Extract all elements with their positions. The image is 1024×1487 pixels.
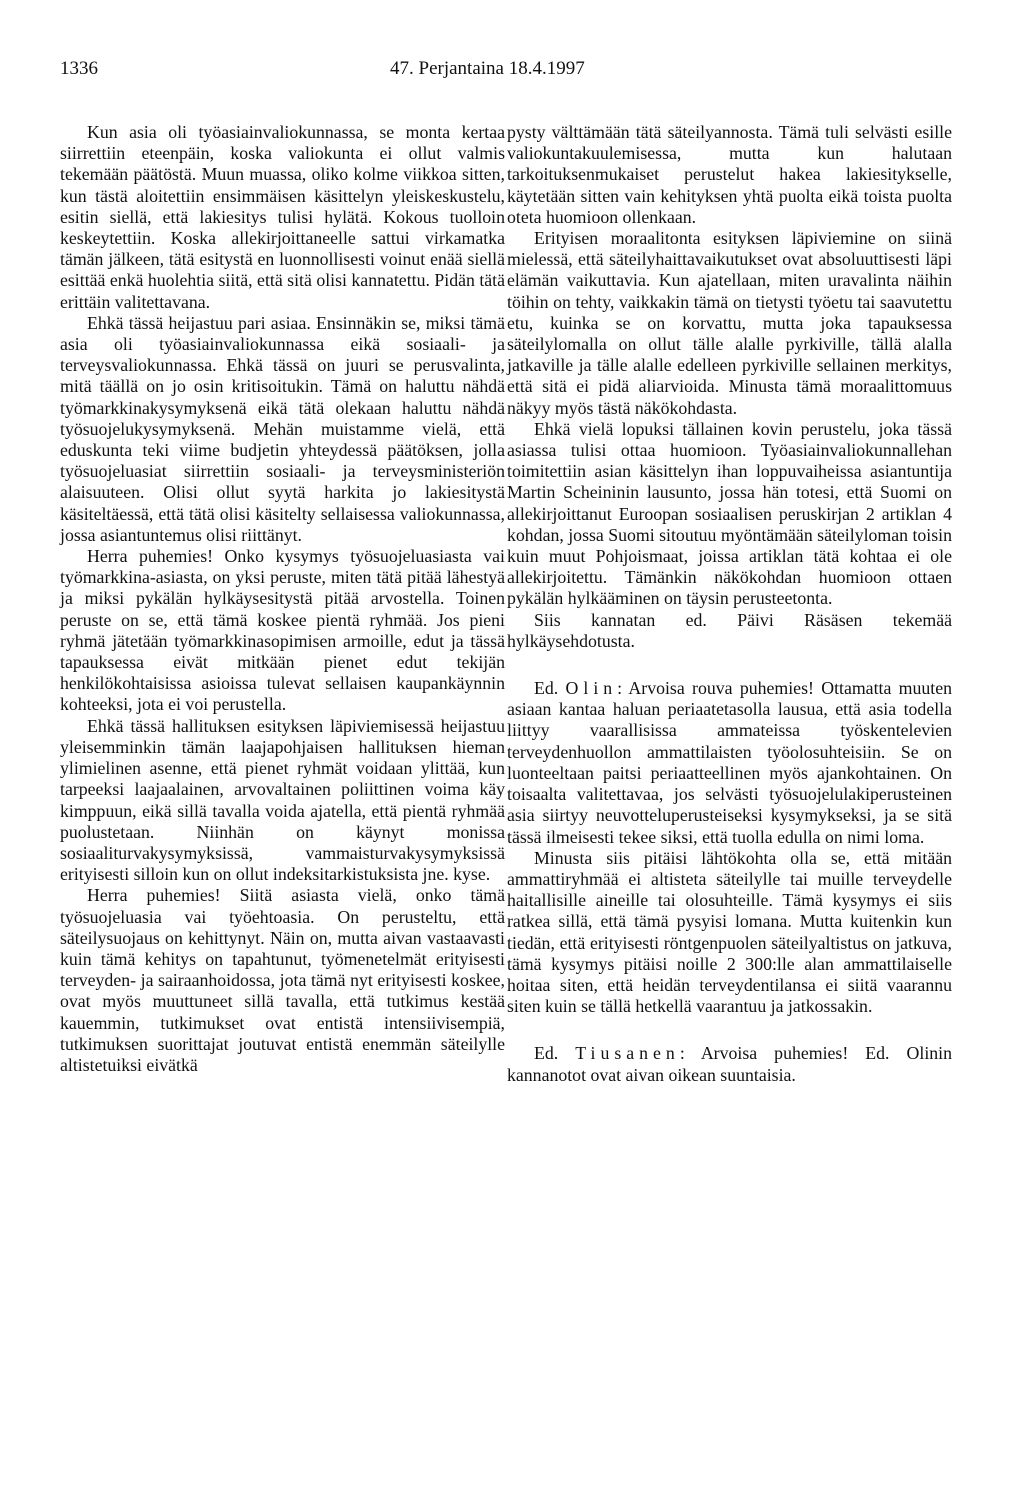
- speaker-name: Olin: [565, 678, 618, 699]
- paragraph-continuation: pysty välttämään tätä säteilyannosta. Tämä tuli selvästi esille valiokuntakuulemisessa, mutta kun halutaan tarkoituksenmukaiset perustelut hakea lakiesitykselle, käytetään sitten vain kehityksen yhtä puolta eikä toista puolta oteta huomioon ollenkaan.: [507, 122, 952, 227]
- speaker-name: Tiusanen: [575, 1043, 680, 1064]
- paragraph: Herra puhemies! Siitä asiasta vielä, onko tämä työsuojeluasia vai työehtoasia. On perusteltu, että säteilysuojaus on kehittynyt. Näin on, mutta aivan vastaavasti kuin tämä kehitys on tapahtunut, työmenetelmät erityisesti terveyden- ja sairaanhoidossa, jota tämä nyt erityisesti koskee, ovat myös muuttuneet sillä tavalla, että tutkimus kestää kauemmin, tutkimukset ovat entistä intensiivisempiä, tutkimuksen suorittajat joutuvat entistä enemmän säteilylle altistetuiksi eivätkä: [60, 885, 505, 1075]
- paragraph: Ehkä tässä hallituksen esityksen läpiviemisessä heijastuu yleisemminkin tämän laajapohjaisen hallituksen hieman ylimielinen asenne, että pienet ryhmät voidaan ylittää, kun tarpeeksi laajaalainen, arvovaltainen poliittinen voima käy kimppuun, eikä sillä tavalla voida ajatella, että pientä ryhmää puolustetaan. Niinhän on käynyt monissa sosiaaliturvakysymyksissä, vammaisturvakysymyksissä erityisesti silloin kun on ollut indeksitarkistuksista jne. kyse.: [60, 715, 505, 885]
- paragraph: Ehkä tässä heijastuu pari asiaa. Ensinnäkin se, miksi tämä asia oli työasiainvaliokunnassa eikä sosiaali- ja terveysvaliokunnassa. Ehkä tässä on juuri se perusvalinta, mitä täällä on jo osin kritisoitukin. Tämä on haluttu nähdä työmarkkinakysymyksenä eikä tätä olekaan haluttu nähdä työsuojelukysymyksenä. Mehän muistamme vielä, että eduskunta teki viime budjetin yhteydessä päätöksen, jolla työsuojeluasiat siirrettiin sosiaali- ja terveysministeriön alaisuuteen. Olisi ollut syytä harkita jo lakiesitystä käsiteltäessä, että tätä olisi käsitelty sellaisessa valiokunnassa, jossa asiantuntemus olisi riittänyt.: [60, 312, 505, 545]
- paragraph: Siis kannatan ed. Päivi Räsäsen tekemää hylkäysehdotusta.: [507, 609, 952, 651]
- speech-tiusanen: [507, 1043, 952, 1085]
- paragraph: Kun asia oli työasiainvaliokunnassa, se monta kertaa siirrettiin eteenpäin, koska valiokunta ei ollut valmis tekemään päätöstä. Muun muassa, oliko kolme viikkoa sitten, kun tästä aloitettiin ensimmäisen käsittelyn yleiskeskustelu, esitin siellä, että lakiesitys tulisi hylätä. Kokous tuolloin keskeytettiin. Koska allekirjoittaneelle sattui virkamatka tämän jälkeen, tätä esitystä en luonnollisesti voinut enää siellä esittää enkä huolehtia siitä, että sitä olisi kannatettu. Pidän tätä erittäin valitettavana.: [60, 122, 505, 312]
- session-date: 47. Perjantaina 18.4.1997: [390, 58, 585, 79]
- left-column: [60, 122, 505, 1076]
- speech-text: : Arvoisa puhemies! Ed. Olinin kannanotot ovat aivan oikean suuntaisia.: [507, 1043, 952, 1085]
- speech-prefix: Ed.: [534, 1043, 559, 1064]
- paragraph: Minusta siis pitäisi lähtökohta olla se, että mitään ammattiryhmää ei altisteta säteilylle tai muille terveydelle haitallisille aineille tai olosuhteille. Tämä kysymys ei siis ratkea sillä, että tämä pysyisi lomana. Mutta kuitenkin kun tiedän, että erityisesti röntgenpuolen säteilyaltistus on jatkuva, tämä kysymys pitäisi noille 2 300:lle alan ammattilaiselle hoitaa siten, että heidän terveydentilansa ei siitä vaarannu siten kuin se tällä hetkellä vaarantuu ja jatkossakin.: [507, 847, 952, 1017]
- speech-text: : Arvoisa rouva puhemies! Ottamatta muuten asiaan kantaa haluan periaatetasolla lausua, että asia todella liittyy vaarallisissa ammateissa työskentelevien terveydenhuollon ammattilaisten työolosuhteisiin. Se on luonteeltaan paitsi periaatteellinen myös ajankohtainen. On toisaalta valitettavaa, jos selvästi työsuojelulakiperusteinen asia siirtyy neuvotteluperusteiseksi kysymykseksi, ja se sitä tässä ilmeisesti tekee siksi, että tuolla edulla on nimi loma.: [507, 678, 952, 847]
- speech-olin: [507, 678, 952, 848]
- page-header: [0, 58, 1024, 88]
- paragraph: Erityisen moraalitonta esityksen läpiviemine on siinä mielessä, että säteilyhaittavaikutukset ovat absoluuttisesti läpi elämän vaikuttavia. Kun ajatellaan, miten uravalinta näihin töihin on tehty, vaikkakin tämä on tietysti työetu tai saavutettu etu, kuinka se on korvattu, mutta joka tapauksessa säteilylomalla on ollut tälle alalle pyrkiville, tällä alalla jatkaville ja tälle alalle edelleen pyrkiville sellainen merkitys, että sitä ei pidä aliarvioida. Minusta tämä moraalittomuus näkyy myös tästä näkökohdasta.: [507, 228, 952, 418]
- page-number: 1336: [60, 58, 98, 79]
- right-column: [507, 122, 952, 1086]
- paragraph: Ehkä vielä lopuksi tällainen kovin perustelu, joka tässä asiassa tulisi ottaa huomioon. Työasiainvaliokunnallehan toimitettiin asian käsittelyn ihan loppuvaiheissa asiantuntija Martin Scheininin lausunto, jossa hän totesi, että Suomi on allekirjoittanut Euroopan sosiaalisen peruskirjan 2 artiklan 4 kohdan, jossa Suomi sitoutuu myöntämään säteilyloman toisin kuin muut Pohjoismaat, joissa artiklan tätä kohtaa ei ole allekirjoitettu. Tämänkin näkökohdan huomioon ottaen pykälän hylkääminen on täysin perusteetonta.: [507, 418, 952, 609]
- paragraph: Herra puhemies! Onko kysymys työsuojeluasiasta vai työmarkkina-asiasta, on yksi peruste, miten tätä pitää lähestyä ja miksi pykälän hylkäysesitystä pitää arvostella. Toinen peruste on se, että tämä koskee pientä ryhmää. Jos pieni ryhmä jätetään työmarkkinasopimisen armoille, edut ja tässä tapauksessa eivät mitkään pienet edut tekijän henkilökohtaisissa asioissa tulevat sellaisen kaupankäynnin kohteeksi, jota ei voi perustella.: [60, 546, 505, 715]
- speech-prefix: Ed.: [534, 678, 559, 699]
